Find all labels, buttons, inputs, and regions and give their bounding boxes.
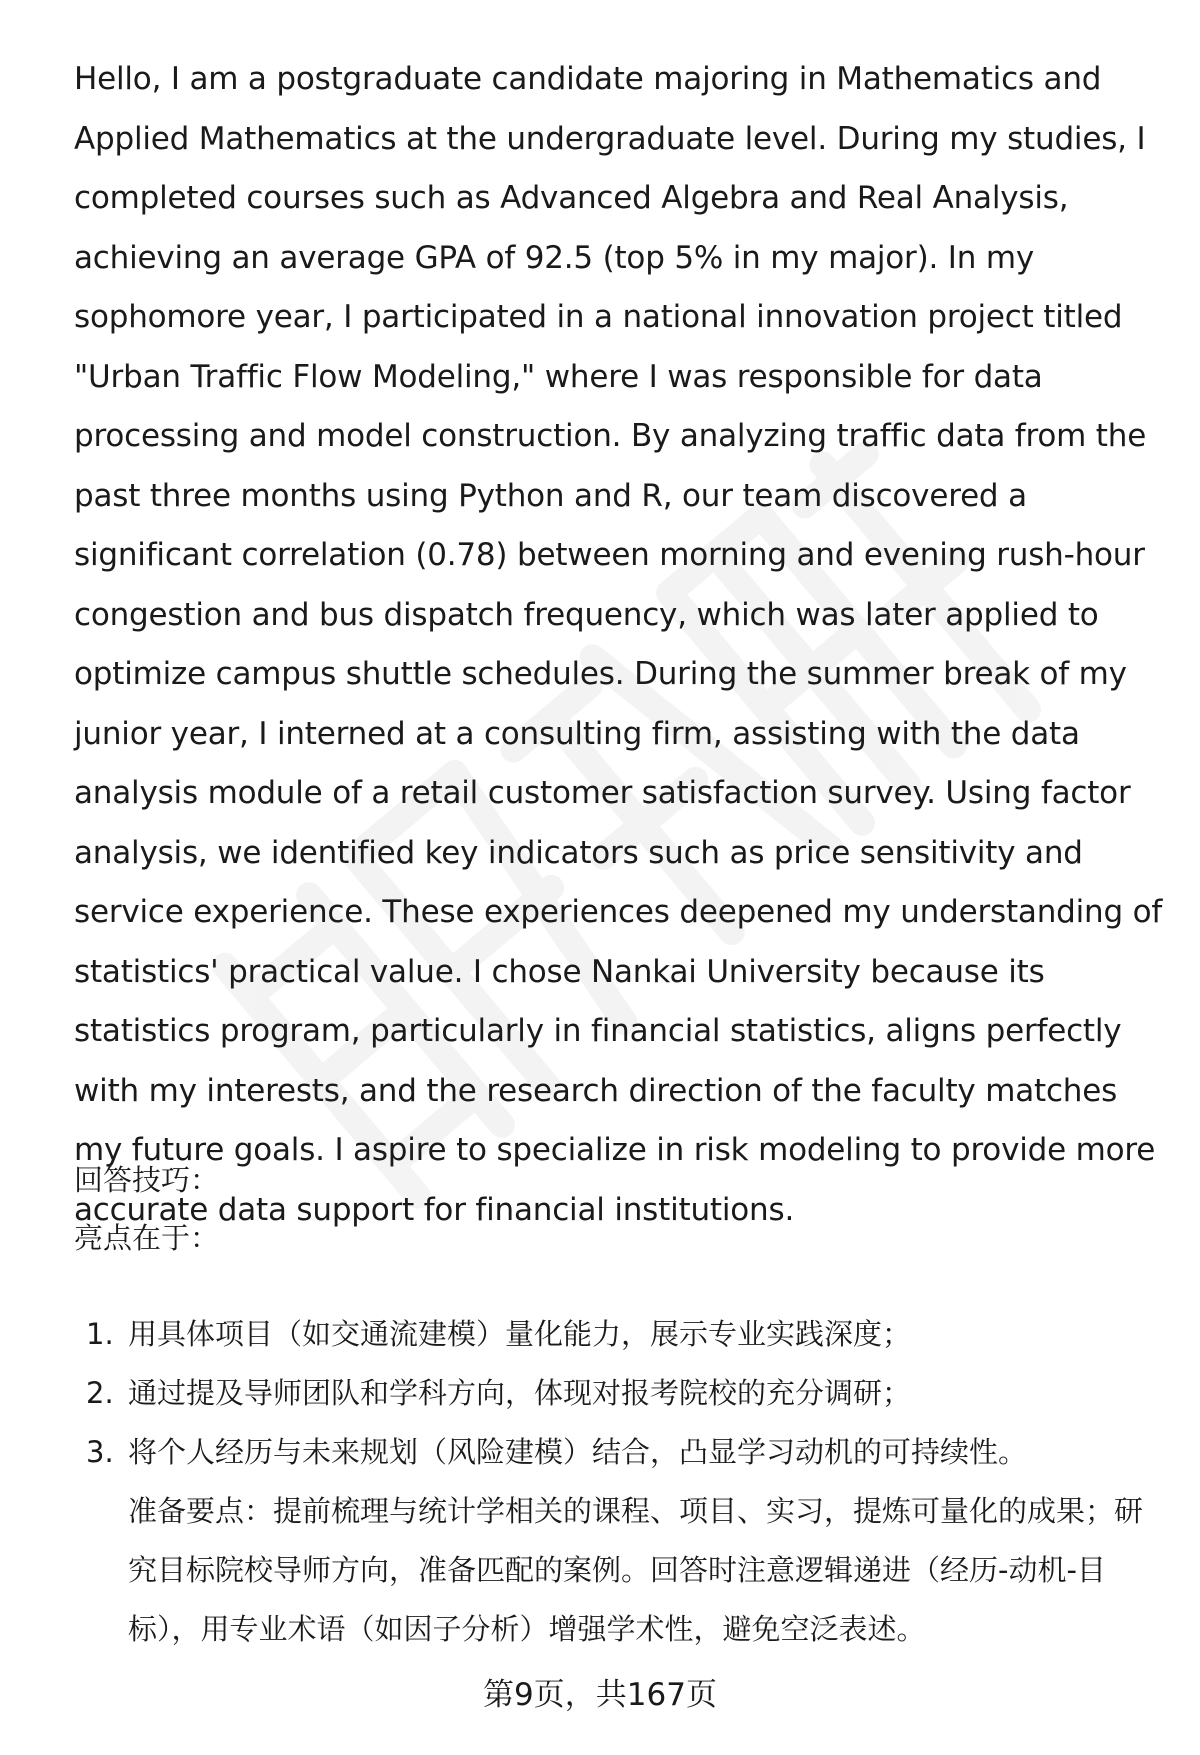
list-item-text: 用具体项目（如交通流建模）量化能力，展示专业实践深度； bbox=[128, 1317, 912, 1351]
list-item bbox=[74, 1364, 1154, 1423]
page-number-footer: 第9页，共167页 bbox=[483, 1677, 717, 1713]
list-item-number: 1. bbox=[86, 1317, 114, 1351]
answer-tips-label: 回答技巧： bbox=[74, 1163, 220, 1197]
highlights-label: 亮点在于： bbox=[74, 1221, 220, 1255]
highlights-list bbox=[74, 1305, 1154, 1482]
preparation-paragraph: 准备要点：提前梳理与统计学相关的课程、项目、实习，提炼可量化的成果；研究目标院校导师方向，准备匹配的案例。回答时注意逻辑递进（经历-动机-目标），用专业术语（如因子分析）增强学术性，避免空泛表述。 bbox=[128, 1494, 1144, 1646]
list-item bbox=[74, 1423, 1154, 1482]
list-item-number: 3. bbox=[86, 1435, 114, 1469]
list-item-text: 将个人经历与未来规划（风险建模）结合，凸显学习动机的可持续性。 bbox=[128, 1435, 1028, 1469]
list-item bbox=[74, 1305, 1154, 1364]
list-item-number: 2. bbox=[86, 1376, 114, 1410]
body-paragraph: Hello, I am a postgraduate candidate majoring in Mathematics and Applied Mathematics at the undergraduate level. During my studies, I completed courses such as Advanced Algebra and Real Analysis, achieving an average GPA of 92.5 (top 5% in my major). In my sophomore year, I participated in a national innovation project titled "Urban Traffic Flow Modeling," where I was responsible for data processing and model construction. By analyzing traffic data from the past three months using Python and R, our team discovered a significant correlation (0.78) between morning and evening rush-hour congestion and bus dispatch frequency, which was later applied to optimize campus shuttle schedules. During the summer break of my junior year, I interned at a consulting firm, assisting with the data analysis module of a retail customer satisfaction survey. Using factor analysis, we identified key indicators such as price sensitivity and service experience. These experiences deepened my understanding of statistics' practical value. I chose Nankai University because its statistics program, particularly in financial statistics, aligns perfectly with my interests, and the research direction of the faculty matches my future goals. I aspire to specialize in risk modeling to provide more accurate data support for financial institutions. bbox=[74, 61, 1163, 1228]
list-item-text: 通过提及导师团队和学科方向，体现对报考院校的充分调研； bbox=[128, 1376, 912, 1410]
